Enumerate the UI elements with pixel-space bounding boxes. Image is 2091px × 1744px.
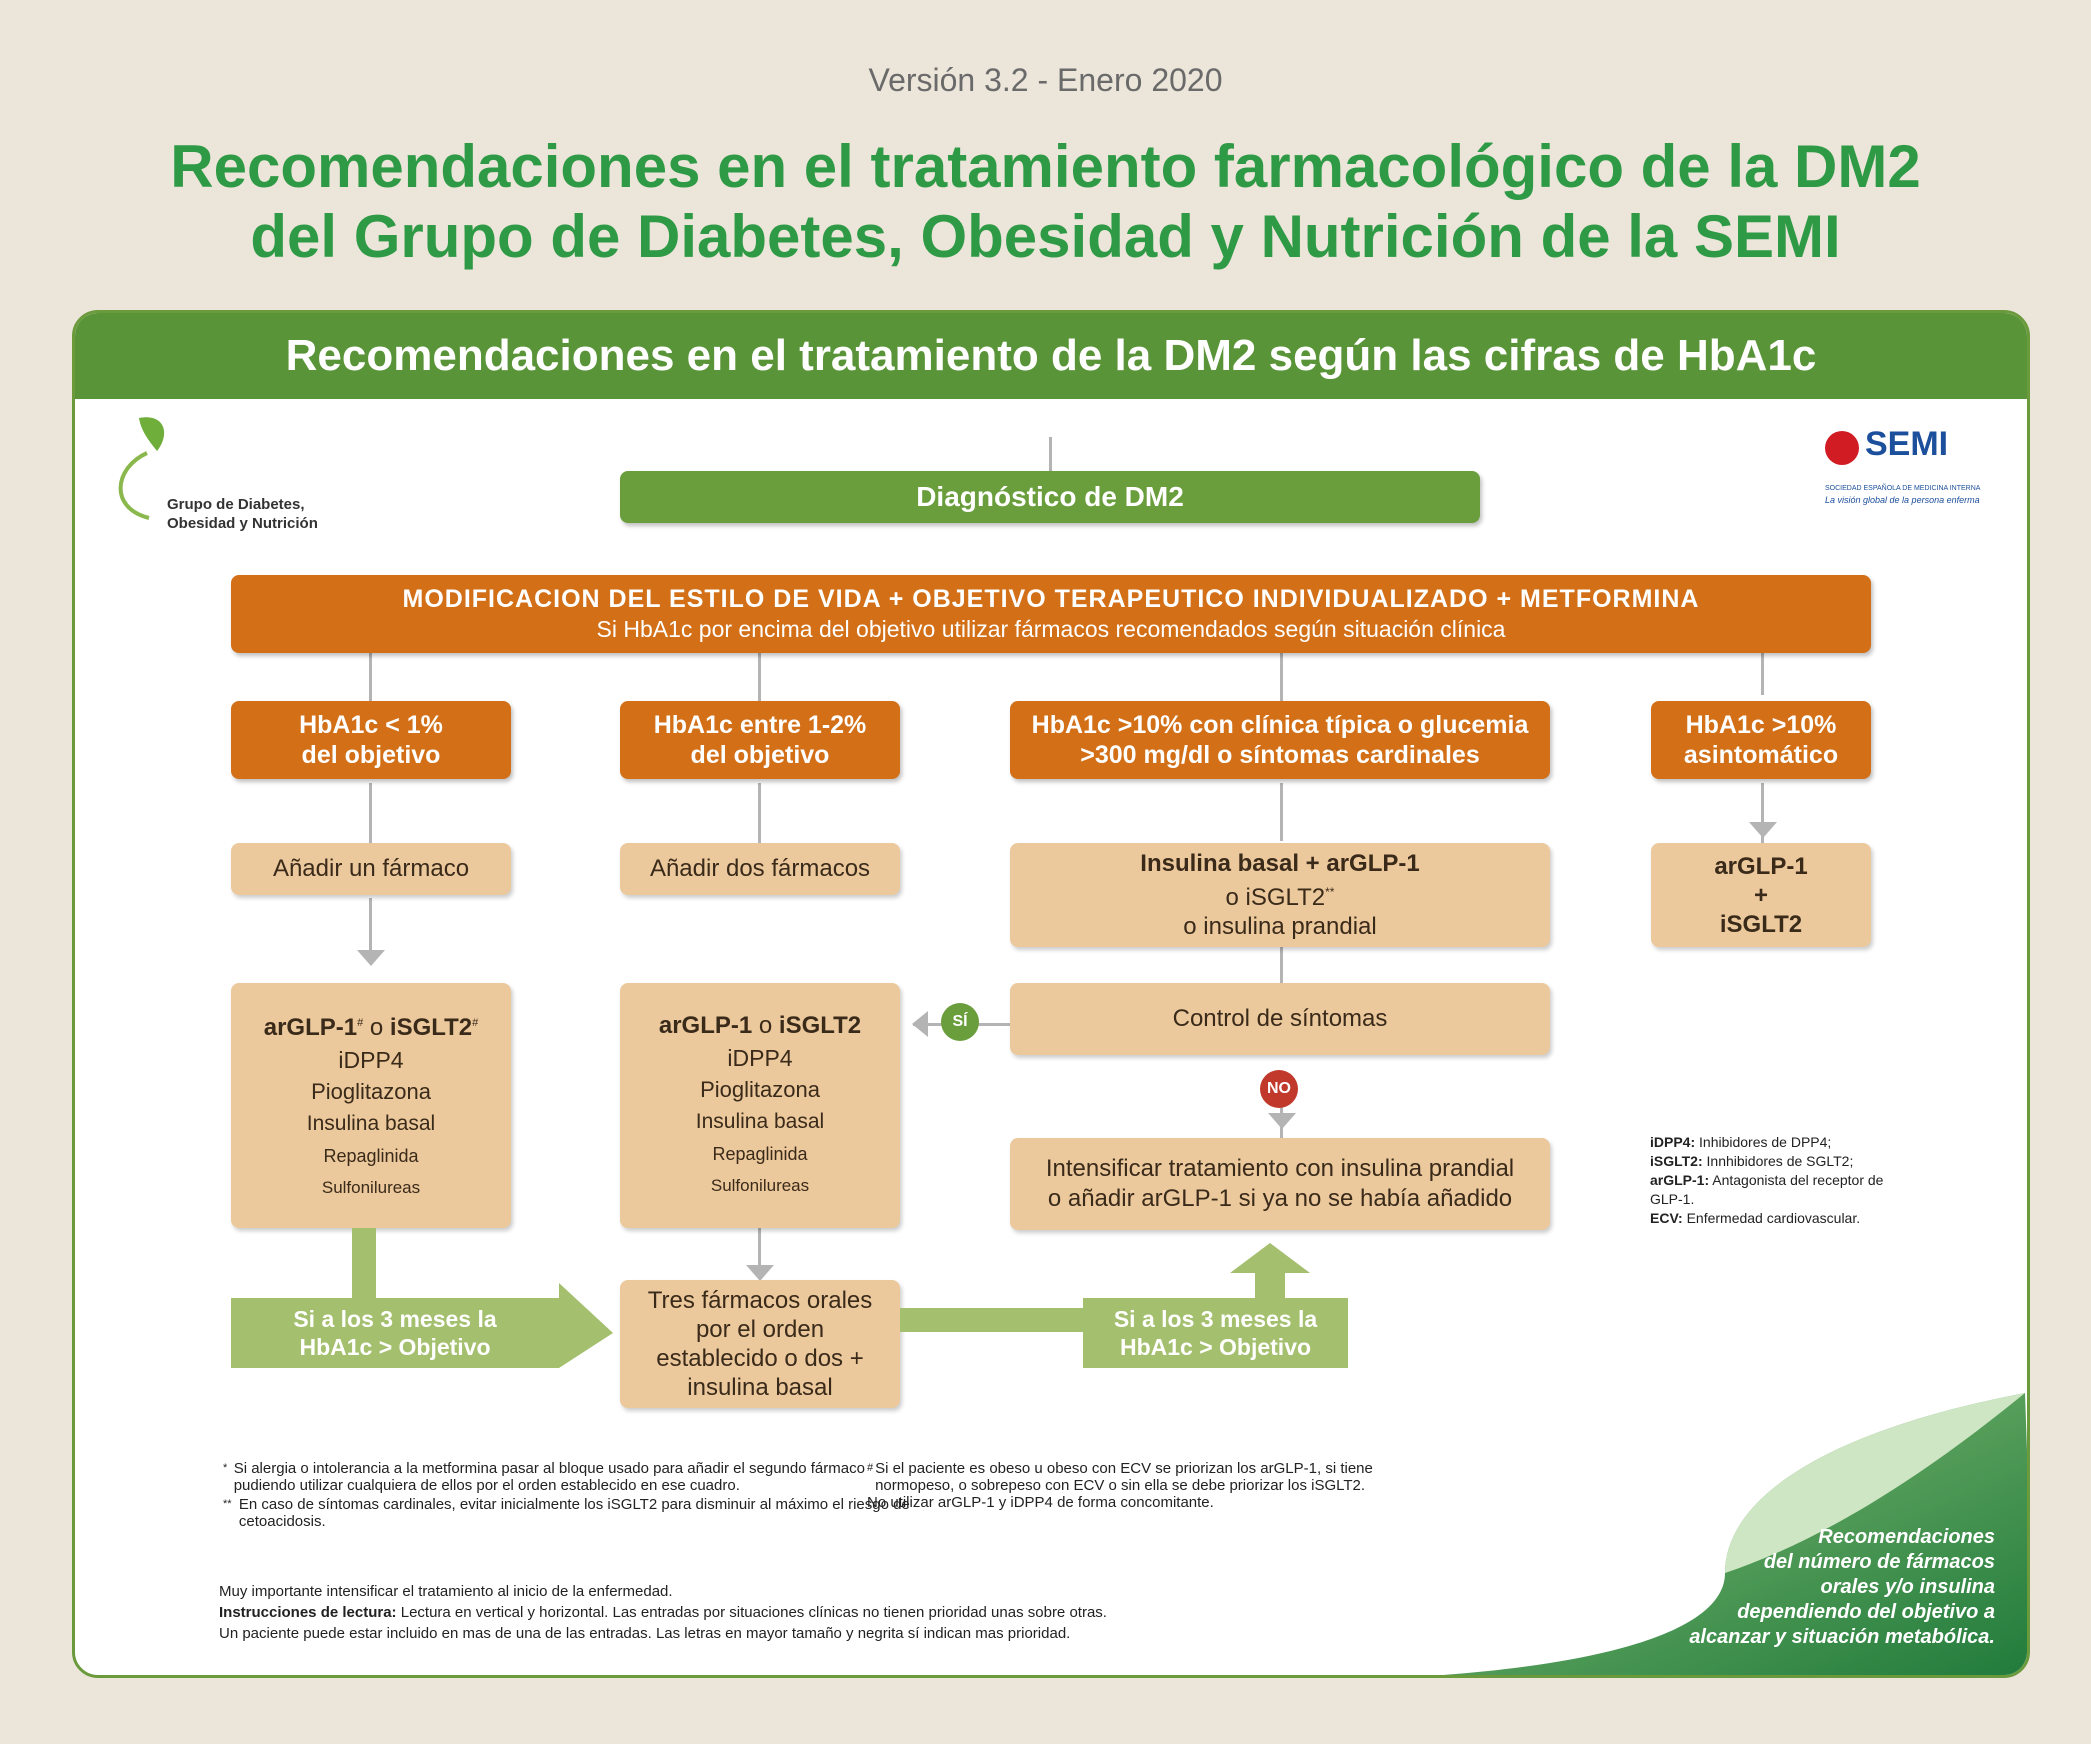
connector bbox=[1280, 783, 1283, 841]
glossary bbox=[1650, 1133, 1895, 1228]
col2-drug: Insulina basal bbox=[695, 1109, 825, 1133]
three-line1: Tres fármacos orales bbox=[647, 1287, 873, 1314]
semi-logo-name: SEMI bbox=[1865, 425, 1949, 463]
lifestyle-line2: Si HbA1c por encima del objetivo utilizar fármacos recomendados según situación clínica bbox=[596, 616, 1506, 642]
col3-action-line3: o insulina prandial bbox=[1183, 913, 1377, 940]
col1-drug: Pioglitazona bbox=[311, 1079, 431, 1104]
arrow-down-icon bbox=[1268, 1113, 1296, 1129]
col3-action bbox=[1010, 843, 1550, 947]
three-line2: por el orden bbox=[695, 1316, 825, 1343]
three-drugs-box bbox=[620, 1280, 900, 1408]
arrow-left-label bbox=[231, 1298, 559, 1368]
arrow-left-line2: HbA1c > Objetivo bbox=[299, 1334, 491, 1360]
glossary-item: iDPP4: Inhibidores de DPP4; bbox=[1650, 1134, 1832, 1150]
col2-head-line2: del objetivo bbox=[690, 741, 830, 769]
col1-head-line1: HbA1c < 1% bbox=[299, 711, 443, 739]
col3-head-line1: HbA1c >10% con clínica típica o glucemia bbox=[1031, 711, 1529, 739]
col4-head-line1: HbA1c >10% bbox=[1685, 711, 1837, 739]
col4-drug1: arGLP-1 bbox=[1714, 852, 1808, 880]
control-box: Control de síntomas bbox=[1010, 983, 1550, 1055]
col3-action-line2: o iSGLT2** bbox=[1225, 884, 1335, 911]
footnote-4: No utilizar arGLP-1 y iDPP4 de forma concomitante. bbox=[867, 1494, 1214, 1511]
footnote-1: * Si alergia o intolerancia a la metformina pasar al bloque usado para añadir el segundo fármaco pudiendo utilizar cualquiera de ellos por el orden establecido en ese cuadro. bbox=[223, 1460, 865, 1494]
main-title bbox=[0, 132, 2091, 272]
col1-drug-list bbox=[231, 983, 511, 1228]
col3-action-line1: Insulina basal + arGLP-1 bbox=[1140, 850, 1420, 877]
arrow-left-icon bbox=[912, 1011, 928, 1037]
intensify-line1: Intensificar tratamiento con insulina prandial bbox=[1045, 1155, 1515, 1182]
group-logo-line1: Grupo de Diabetes, bbox=[167, 496, 305, 513]
col4-plus: + bbox=[1753, 881, 1768, 909]
corner-line4: dependiendo del objetivo a bbox=[1737, 1601, 1995, 1623]
lifestyle-box bbox=[231, 575, 1871, 653]
col2-drug: Sulfonilureas bbox=[710, 1175, 810, 1195]
col1-action: Añadir un fármaco bbox=[231, 843, 511, 895]
col2-drug-list bbox=[620, 983, 900, 1228]
col2-drug: Repaglinida bbox=[712, 1143, 808, 1164]
col2-drug: Pioglitazona bbox=[700, 1076, 820, 1102]
semi-logo-icon bbox=[1825, 431, 1859, 465]
diagnosis-box: Diagnóstico de DM2 bbox=[620, 471, 1480, 523]
connector bbox=[758, 1228, 761, 1266]
col4-head bbox=[1651, 701, 1871, 779]
three-line3: establecido o dos + bbox=[656, 1345, 864, 1372]
col2-drug: iDPP4 bbox=[727, 1044, 793, 1071]
instructions-line1: Muy importante intensificar el tratamiento al inicio de la enfermedad. bbox=[219, 1583, 673, 1600]
lifestyle-line1: MODIFICACION DEL ESTILO DE VIDA + OBJETIVO TERAPEUTICO INDIVIDUALIZADO + METFORMINA bbox=[402, 585, 1700, 613]
glossary-item: arGLP-1: Antagonista del receptor de GLP-1. bbox=[1650, 1172, 1884, 1207]
intensify-box bbox=[1010, 1138, 1550, 1230]
arrow-down-icon bbox=[1749, 822, 1777, 838]
col1-drug: Insulina basal bbox=[306, 1112, 436, 1135]
main-title-line2: del Grupo de Diabetes, Obesidad y Nutrición de la SEMI bbox=[250, 203, 1841, 270]
arrow-left-line1: Si a los 3 meses la bbox=[293, 1306, 497, 1332]
intensify-line2: o añadir arGLP-1 si ya no se había añadido bbox=[1047, 1185, 1513, 1212]
connector bbox=[369, 898, 372, 950]
arrow-down-icon bbox=[357, 950, 385, 966]
col4-drug2: iSGLT2 bbox=[1719, 910, 1803, 938]
arrow-down-icon bbox=[746, 1265, 774, 1281]
arrow-right-line2: HbA1c > Objetivo bbox=[1119, 1334, 1312, 1360]
semi-logo-sub2: La visión global de la persona enferma bbox=[1825, 495, 1980, 505]
corner-caption bbox=[1635, 1525, 1995, 1650]
group-logo-line2: Obesidad y Nutrición bbox=[167, 515, 318, 532]
corner-line5: alcanzar y situación metabólica. bbox=[1689, 1626, 1995, 1648]
footnote-3: # Si el paciente es obeso u obeso con ECV se priorizan los arGLP-1, si tiene normopeso, o sobrepeso con ECV o sin ella se debe priorizar los iSGLT2. bbox=[867, 1460, 1373, 1494]
yes-badge: SÍ bbox=[941, 1003, 979, 1041]
instructions-line2: Instrucciones de lectura: Lectura en vertical y horizontal. Las entradas por situaciones clínicas no tienen prioridad unas sobre otras. bbox=[219, 1604, 1107, 1621]
instructions-line3: Un paciente puede estar incluido en mas de una de las entradas. Las letras en mayor tamaño y negrita sí indican mas prioridad. bbox=[219, 1625, 1071, 1642]
main-title-line1: Recomendaciones en el tratamiento farmacológico de la DM2 bbox=[170, 133, 1921, 200]
footnote-right bbox=[867, 1460, 1447, 1511]
connector bbox=[369, 653, 372, 701]
connector bbox=[758, 653, 761, 701]
three-line4: insulina basal bbox=[687, 1374, 833, 1401]
col1-drug-top: arGLP-1# o iSGLT2# bbox=[263, 1014, 479, 1041]
semi-logo-sub1: SOCIEDAD ESPAÑOLA DE MEDICINA INTERNA bbox=[1825, 485, 1981, 492]
col1-drug: iDPP4 bbox=[338, 1047, 404, 1073]
corner-line1: Recomendaciones bbox=[1818, 1526, 1995, 1548]
col2-head-line1: HbA1c entre 1-2% bbox=[653, 711, 867, 739]
panel-title: Recomendaciones en el tratamiento de la DM2 según las cifras de HbA1c bbox=[285, 331, 1817, 380]
col2-head bbox=[620, 701, 900, 779]
col1-drug: Sulfonilureas bbox=[321, 1178, 421, 1197]
col2-action: Añadir dos fármacos bbox=[620, 843, 900, 895]
connector bbox=[1280, 653, 1283, 701]
col4-head-line2: asintomático bbox=[1683, 741, 1839, 769]
col4-drugs bbox=[1651, 843, 1871, 947]
recommendation-panel bbox=[72, 310, 2030, 1678]
corner-line2: del número de fármacos bbox=[1763, 1551, 1995, 1573]
col1-head bbox=[231, 701, 511, 779]
reading-instructions bbox=[219, 1581, 1369, 1644]
arrow-right-label bbox=[1083, 1298, 1348, 1368]
glossary-item: ECV: Enfermedad cardiovascular. bbox=[1650, 1210, 1861, 1226]
footnote-2: ** En caso de síntomas cardinales, evitar inicialmente los iSGLT2 para disminuir al máximo el riesgo de cetoacidosis. bbox=[223, 1496, 910, 1530]
corner-line3: orales y/o insulina bbox=[1820, 1576, 1995, 1598]
version-label: Versión 3.2 - Enero 2020 bbox=[868, 62, 1223, 98]
glossary-item: iSGLT2: Innhibidores de SGLT2; bbox=[1650, 1153, 1854, 1169]
arrow-right-line1: Si a los 3 meses la bbox=[1113, 1306, 1318, 1332]
footnote-left bbox=[223, 1460, 913, 1530]
col1-drug: Repaglinida bbox=[323, 1146, 419, 1166]
col3-head-line2: >300 mg/dl o síntomas cardinales bbox=[1080, 741, 1480, 769]
col2-drug-top: arGLP-1 o iSGLT2 bbox=[658, 1011, 862, 1039]
group-logo-text bbox=[167, 495, 318, 533]
col1-head-line2: del objetivo bbox=[301, 741, 441, 769]
connector bbox=[1761, 653, 1764, 695]
no-badge: NO bbox=[1260, 1070, 1298, 1108]
col3-head bbox=[1010, 701, 1550, 779]
